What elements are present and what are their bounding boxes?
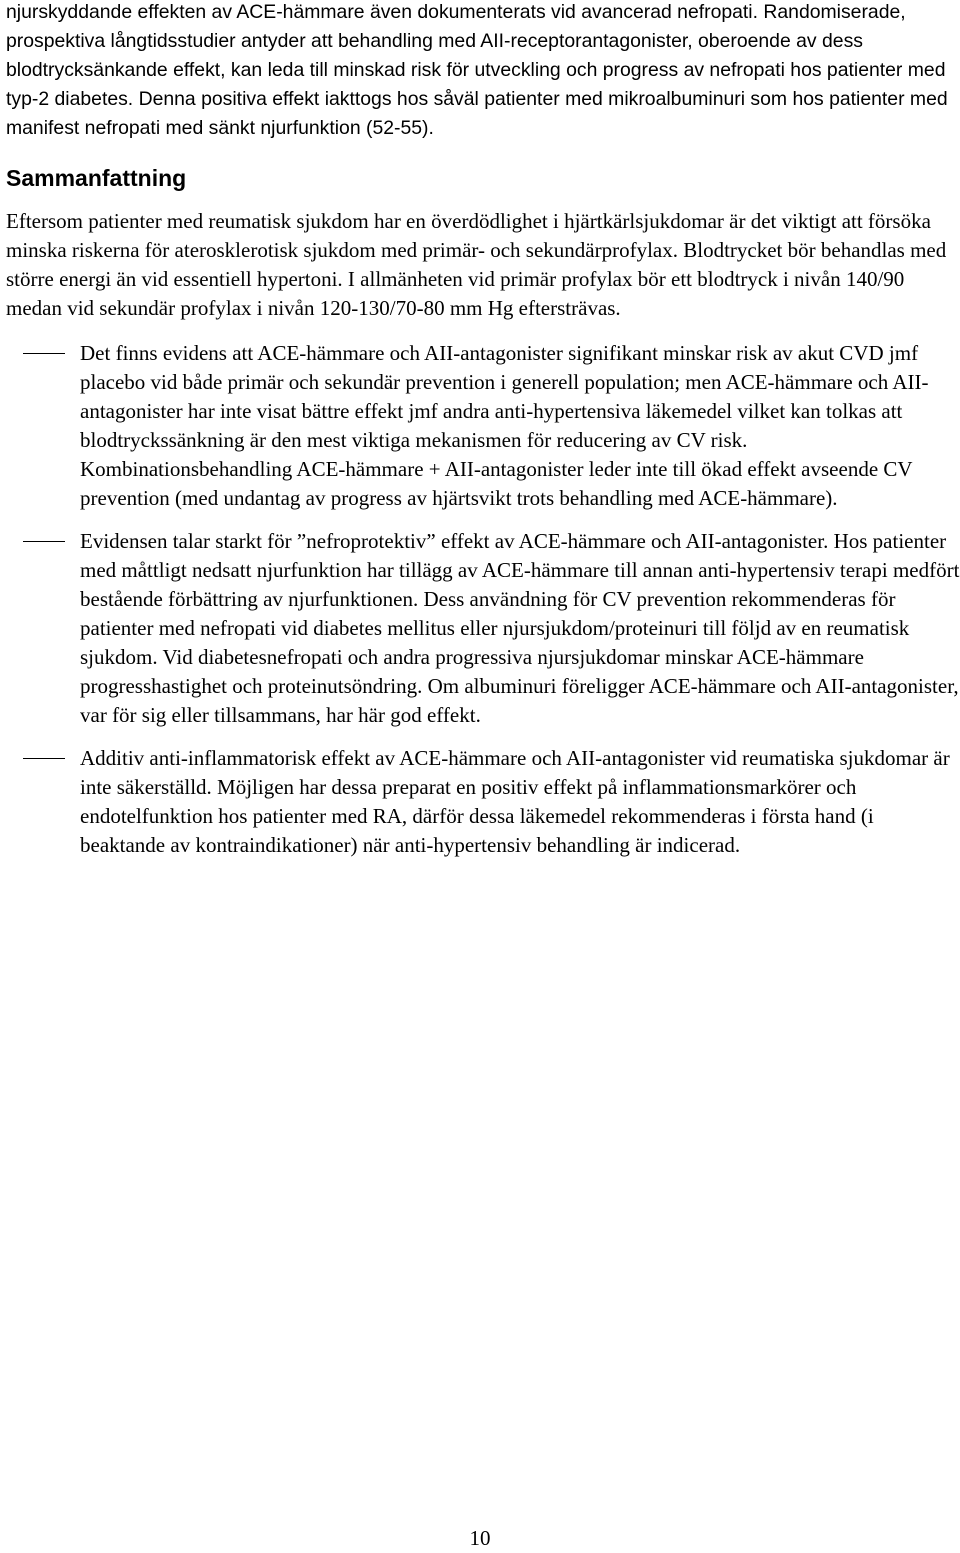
- bullet-item: [6, 339, 960, 513]
- bullet-list: [6, 339, 960, 860]
- bullet-item: [6, 527, 960, 730]
- section-heading: Sammanfattning: [6, 165, 187, 191]
- page-number: 10: [469, 1526, 491, 1550]
- bullet-item: [6, 744, 960, 860]
- bullet-text: Evidensen talar starkt för ”nefroprotektiv” effekt av ACE-hämmare och AII-antagonister. Hos patienter med måttligt nedsatt njurfunktion har tillägg av ACE-hämmare till annan anti-hypertensiv terapi medfört bestående förbättring av njurfunktionen. Dess användning för CV prevention rekommenderas för patienter med nefropati vid diabetes mellitus eller njursjukdom/proteinuri till följd av en reumatisk sjukdom. Vid diabetesnefropati och andra progressiva njursjukdomar minskar ACE-hämmare progresshastighet och proteinutsöndring. Om albuminuri föreligger ACE-hämmare och AII-antagonister, var för sig eller tillsammans, har här god effekt.: [80, 529, 960, 727]
- dash-bullet-icon: [23, 758, 65, 759]
- bullet-text: Det finns evidens att ACE-hämmare och AII-antagonister signifikant minskar risk av akut CVD jmf placebo vid både primär och sekundär prevention i generell population; men ACE-hämmare och AII-antagonister har inte visat bättre effekt jmf andra anti-hypertensiva läkemedel vilket kan tolkas att blodtryckssänkning är den mest viktiga mekanismen för reducering av CV risk. Kombinationsbehandling ACE-hämmare + AII-antagonister leder inte till ökad effekt avseende CV prevention (med undantag av progress av hjärtsvikt trots behandling med ACE-hämmare).: [80, 341, 929, 510]
- document-page: [6, 0, 960, 874]
- summary-paragraph: Eftersom patienter med reumatisk sjukdom har en överdödlighet i hjärtkärlsjukdomar är det viktigt att försöka minska riskerna för aterosklerotisk sjukdom med primär- och sekundärprofylax. Blodtrycket bör behandlas med större energi än vid essentiell hypertoni. I allmänheten vid primär profylax bör ett blodtryck i nivån 140/90 medan vid sekundär profylax i nivån 120-130/70-80 mm Hg eftersträvas.: [6, 209, 947, 320]
- bullet-text: Additiv anti-inflammatorisk effekt av ACE-hämmare och AII-antagonister vid reumatiska sjukdomar är inte säkerställd. Möjligen har dessa preparat en positiv effekt på inflammationsmarkörer och endotelfunktion hos patienter med RA, därför dessa läkemedel rekommenderas i första hand (i beaktande av kontraindikationer) när anti-hypertensiv behandling är indicerad.: [80, 746, 950, 857]
- dash-bullet-icon: [23, 541, 65, 542]
- intro-paragraph: njurskyddande effekten av ACE-hämmare även dokumenterats vid avancerad nefropati. Randomiserade, prospektiva långtidsstudier antyder att behandling med AII-receptorantagonister, oberoende av dess blodtrycksänkande effekt, kan leda till minskad risk för utveckling och progress av nefropati hos patienter med typ-2 diabetes. Denna positiva effekt iakttogs hos såväl patienter med mikroalbuminuri som hos patienter med manifest nefropati med sänkt njurfunktion (52-55).: [6, 1, 948, 139]
- dash-bullet-icon: [23, 353, 65, 354]
